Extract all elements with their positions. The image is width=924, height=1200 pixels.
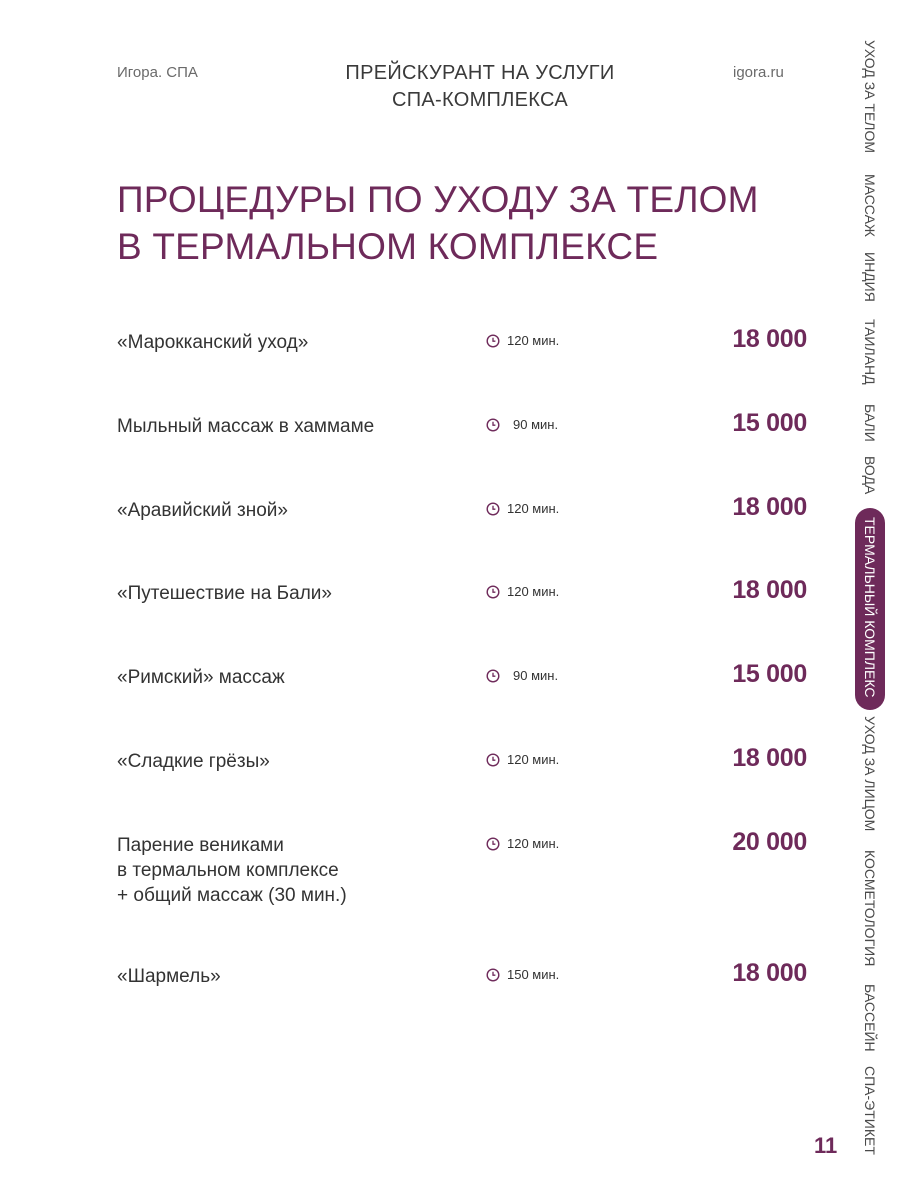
service-row	[117, 409, 807, 474]
service-name-line: Парение вениками	[117, 835, 284, 856]
service-duration	[486, 584, 559, 599]
clock-icon	[486, 753, 500, 767]
clock-icon	[486, 669, 500, 683]
service-price: 18 000	[732, 959, 807, 987]
clock-icon	[486, 418, 500, 432]
nav-tab-label: УХОД ЗА ЛИЦОМ	[862, 716, 878, 832]
nav-tab-cosmetology[interactable]	[855, 850, 885, 970]
service-name-line: в термальном комплексе	[117, 860, 339, 881]
service-name: «Аравийский зной»	[117, 500, 288, 521]
page-title-line1: ПРОЦЕДУРЫ ПО УХОДУ ЗА ТЕЛОМ	[117, 179, 759, 220]
nav-tab-label: ТАИЛАНД	[862, 319, 878, 385]
service-name: «Путешествие на Бали»	[117, 583, 332, 604]
nav-tab-label: ТЕРМАЛЬНЫЙ КОМПЛЕКС	[862, 517, 878, 698]
service-duration	[486, 501, 559, 516]
service-duration	[486, 668, 558, 683]
header-title-line1: ПРЕЙСКУРАНТ НА УСЛУГИ	[345, 62, 615, 84]
service-row	[117, 959, 807, 1024]
service-row	[117, 828, 807, 913]
service-name: «Римский» массаж	[117, 667, 285, 688]
nav-tab-massage[interactable]	[855, 174, 885, 244]
duration-text: 90 мин.	[513, 668, 559, 683]
header-site-link[interactable]: igora.ru	[733, 64, 784, 81]
duration-text: 120 мин.	[507, 836, 560, 851]
clock-icon	[486, 968, 500, 982]
page-title-line2: В ТЕРМАЛЬНОМ КОМПЛЕКСЕ	[117, 226, 659, 267]
clock-icon	[486, 837, 500, 851]
service-duration	[486, 836, 559, 851]
service-name: «Сладкие грёзы»	[117, 751, 270, 772]
service-price: 18 000	[732, 576, 807, 604]
service-price: 15 000	[732, 660, 807, 688]
service-price: 18 000	[732, 325, 807, 353]
nav-tab-label: УХОД ЗА ТЕЛОМ	[862, 40, 878, 154]
nav-tab-label: КОСМЕТОЛОГИЯ	[862, 850, 878, 967]
service-row	[117, 744, 807, 809]
nav-tab-face-care[interactable]	[855, 716, 885, 840]
service-row	[117, 576, 807, 641]
service-name: «Шармель»	[117, 966, 221, 987]
nav-tab-water[interactable]	[855, 456, 885, 504]
clock-icon	[486, 502, 500, 516]
service-duration	[486, 752, 559, 767]
service-price: 15 000	[732, 409, 807, 437]
duration-text: 120 мин.	[507, 333, 560, 348]
service-name-line: + общий массаж (30 мин.)	[117, 885, 347, 906]
nav-tab-label: ВОДА	[862, 456, 878, 495]
header-brand: Игора. СПА	[117, 64, 198, 81]
nav-tab-thermal-complex[interactable]	[855, 508, 885, 710]
service-row	[117, 660, 807, 725]
clock-icon	[486, 585, 500, 599]
duration-text: 150 мин.	[507, 967, 560, 982]
service-name: «Марокканский уход»	[117, 332, 309, 353]
duration-text: 90 мин.	[513, 417, 559, 432]
service-name	[117, 833, 347, 908]
service-row	[117, 325, 807, 390]
duration-text: 120 мин.	[507, 752, 560, 767]
clock-icon	[486, 334, 500, 348]
service-duration	[486, 417, 558, 432]
nav-tab-label: БАССЕЙН	[862, 984, 878, 1052]
service-name: Мыльный массаж в хаммаме	[117, 416, 375, 437]
nav-tab-label: МАССАЖ	[862, 174, 878, 237]
header-title	[300, 60, 660, 114]
nav-tab-india[interactable]	[855, 252, 885, 310]
nav-tab-pool[interactable]	[855, 984, 885, 1054]
nav-tab-label: ИНДИЯ	[862, 252, 878, 302]
header-title-line2: СПА-КОМПЛЕКСА	[392, 89, 568, 111]
side-nav	[855, 40, 885, 1160]
nav-tab-spa-etiquette[interactable]	[855, 1066, 885, 1160]
service-price: 18 000	[732, 493, 807, 521]
nav-tab-bali[interactable]	[855, 404, 885, 448]
page-title	[117, 176, 759, 270]
service-duration	[486, 333, 559, 348]
duration-text: 120 мин.	[507, 501, 560, 516]
nav-tab-label: СПА-ЭТИКЕТ	[862, 1066, 878, 1155]
nav-tab-label: БАЛИ	[862, 404, 878, 442]
page-number: 11	[814, 1133, 838, 1158]
nav-tab-body-care[interactable]	[855, 40, 885, 164]
nav-tab-thailand[interactable]	[855, 319, 885, 395]
service-price: 18 000	[732, 744, 807, 772]
service-row	[117, 493, 807, 558]
service-duration	[486, 967, 559, 982]
duration-text: 120 мин.	[507, 584, 560, 599]
service-price: 20 000	[732, 828, 807, 856]
